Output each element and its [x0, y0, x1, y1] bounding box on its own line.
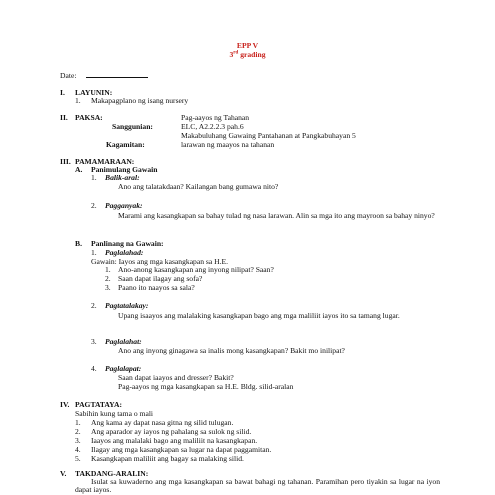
gawain-text: Gawain: Iayos ang mga kasangkapan sa H.E. [91, 257, 229, 266]
paglalahad-num: 1. [91, 248, 97, 257]
gawain-item-num: 2. [105, 274, 111, 283]
pagtataya-item-text: Ang kama ay dapat nasa gitna ng silid tulugan. [91, 418, 234, 427]
section-title-takdang-aralin: TAKDANG-ARALIN: [75, 469, 149, 478]
gawain-item-num: 1. [105, 265, 111, 274]
gawain-item-text: Paano ito naayos sa sala? [118, 283, 195, 292]
section-title-pamamaraan: PAMAMARAAN: [75, 157, 135, 166]
paglalahat-label: Paglalahat: [105, 337, 142, 346]
kagamitan-value: larawan ng maayos na tahanan [181, 140, 275, 149]
section-title-pagtataya: PAGTATAYA: [75, 400, 122, 409]
section-num-pagtataya: IV. [60, 400, 70, 409]
paglalahad-label: Paglalahad: [105, 248, 144, 257]
gawain-item-text: Saan dapat ilagay ang sofa? [118, 274, 203, 283]
gawain-item-num: 3. [105, 283, 111, 292]
paglalahat-num: 3. [91, 337, 97, 346]
pagtataya-item-num: 1. [75, 418, 81, 427]
section-num-takdang-aralin: V. [60, 469, 67, 478]
paksa-value: Pag-aayos ng Tahanan [181, 113, 250, 122]
paglalapat-line: Pag-aayos ng mga kasangkapan sa H.E. Bldg. silid-aralan [118, 382, 294, 391]
grade-word: grading [240, 50, 266, 59]
sanggunian-value: ELC, A2.2.2.3 pah.6 [181, 122, 244, 131]
subsection-a-title: Panimulang Gawain [91, 165, 158, 174]
pagtataya-item-num: 4. [75, 445, 81, 454]
pagtataya-item-num: 5. [75, 454, 81, 463]
pagganyak-text: Marami ang kasangkapan sa bahay tulad ng nasa larawan. Alin sa mga ito ang mayroon sa bahay ninyo? [118, 211, 435, 220]
section-num-pamamaraan: III. [60, 157, 71, 166]
layunin-item-text: Makapagplano ng isang nursery [91, 96, 189, 105]
paglalapat-label: Paglalapat: [105, 364, 142, 373]
sanggunian-label: Sanggunian: [112, 122, 153, 131]
date-label: Date: [60, 71, 77, 80]
paglalapat-line: Saan dapat iaayos and dresser? Bakit? [118, 373, 234, 382]
pagtatalakay-label: Pagtatalakay: [105, 301, 149, 310]
layunin-item-num: 1. [75, 96, 81, 105]
pagtataya-item-text: Kasangkapan maliliit ang bagay sa malaking silid. [91, 454, 244, 463]
pagtatalakay-text: Upang isaayos ang malalaking kasangkapan bago ang mga maliliit iayos ito sa tamang lugar. [118, 311, 400, 320]
date-line [60, 71, 148, 80]
section-title-layunin: LAYUNIN: [75, 88, 113, 97]
paglalapat-num: 4. [91, 364, 97, 373]
gawain-item-text: Ano-anong kasangkapan ang inyong nilipat? Saan? [118, 265, 274, 274]
pagganyak-num: 2. [91, 201, 97, 210]
kagamitan-label: Kagamitan: [106, 140, 145, 149]
section-title-paksa: PAKSA: [75, 113, 103, 122]
grade-suffix: rd [233, 50, 239, 56]
pagganyak-label: Pagganyak: [105, 201, 143, 210]
paglalahat-text: Ano ang inyong ginagawa sa inalis mong kasangkapan? Bakit mo inilipat? [118, 346, 345, 355]
balik-aral-label: Balik-aral: [105, 173, 140, 182]
pagtatalakay-num: 2. [91, 301, 97, 310]
balik-aral-text: Ano ang talatakdaan? Kailangan bang gumawa nito? [118, 182, 279, 191]
takdang-aralin-text: Isulat sa kuwaderno ang mga kasangkapan sa bawat bahagi ng tahanan. Paramihan pero tiyakin sa lugar na iyon dapat iayos. [75, 477, 440, 494]
subsection-b-title: Panlinang na Gawain: [91, 239, 164, 248]
date-blank [86, 71, 148, 78]
pagtataya-item-num: 3. [75, 436, 81, 445]
document-subject: EPP V [236, 41, 259, 50]
pagtataya-item-text: Ang aparador ay iayos ng pahalang sa sulok ng silid. [91, 427, 252, 436]
subsection-b-letter: B. [75, 239, 82, 248]
balik-aral-num: 1. [91, 173, 97, 182]
section-num-paksa: II. [60, 113, 68, 122]
pagtataya-item-text: Ilagay ang mga kasangkapan sa lugar na dapat paggamitan. [91, 445, 272, 454]
document-grading [0, 51, 495, 59]
pagtataya-item-num: 2. [75, 427, 81, 436]
section-num-layunin: I. [60, 88, 65, 97]
subsection-a-letter: A. [75, 165, 83, 174]
pagtataya-instruction: Sabihin kung tama o mali [75, 409, 154, 418]
grade-number: 3 [229, 50, 234, 59]
sanggunian-extra: Makabuluhang Gawaing Pantahanan at Pangkabuhayan 5 [181, 131, 356, 140]
pagtataya-item-text: Iaayos ang malalaki bago ang maliliit na kasangkapan. [91, 436, 258, 445]
